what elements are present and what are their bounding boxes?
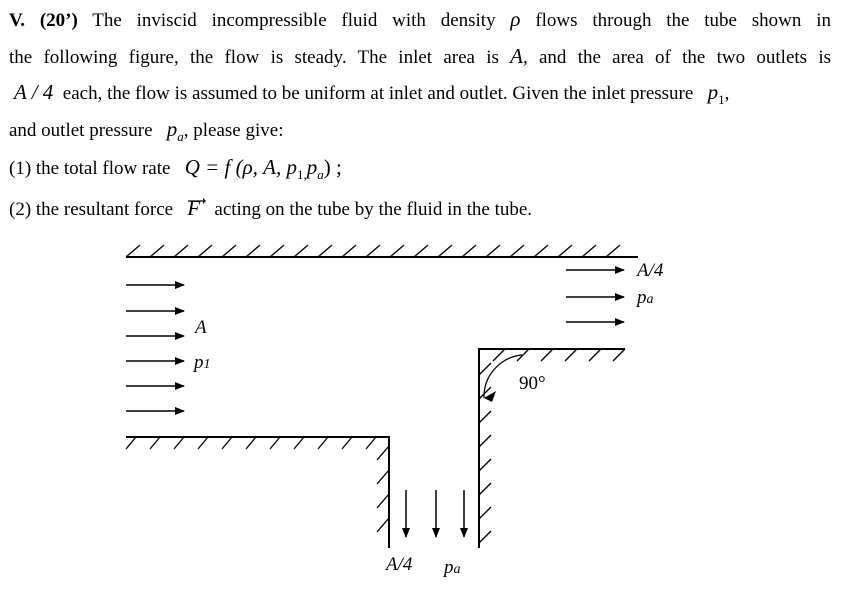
hatch-mark <box>198 245 212 257</box>
hatch-mark <box>198 437 208 449</box>
hatch-mark <box>270 437 280 449</box>
inlet-area-symbol: A <box>510 44 523 68</box>
hatch-mark <box>486 245 500 257</box>
inlet-flow-arrows <box>126 285 184 411</box>
inlet-pressure-label: p1 <box>194 352 211 373</box>
hatch-mark <box>150 245 164 257</box>
hatch-mark <box>565 349 577 361</box>
hatch-mark <box>126 245 140 257</box>
inlet-pressure-symbol: $p_1$ <box>707 80 725 107</box>
hatch-mark <box>510 245 524 257</box>
problem-text: flows through the tube shown in <box>535 10 831 31</box>
hatch-mark <box>479 363 491 375</box>
hatch-mark <box>541 349 553 361</box>
hatch-mark <box>318 245 332 257</box>
hatch-mark <box>366 437 376 449</box>
outlet-area-symbol: A / 4 <box>14 80 54 104</box>
hatch-mark <box>479 507 491 519</box>
hatch-mark <box>246 245 260 257</box>
bottom-outlet-arrows <box>406 490 464 537</box>
problem-text: and outlet pressure <box>9 120 153 141</box>
top-wall <box>126 245 638 257</box>
hatch-mark <box>534 245 548 257</box>
hatch-mark <box>558 245 572 257</box>
hatch-mark <box>414 245 428 257</box>
hatch-mark <box>479 435 491 447</box>
hatch-mark <box>222 245 236 257</box>
bottom-outlet-pressure-label: pa <box>444 557 461 578</box>
hatch-mark <box>342 437 352 449</box>
hatch-mark <box>479 531 491 543</box>
hatch-mark <box>174 437 184 449</box>
inlet-area-label: A <box>195 317 207 338</box>
hatch-mark <box>342 245 356 257</box>
hatch-mark <box>390 245 404 257</box>
hatch-mark <box>377 518 389 532</box>
problem-text: The inviscid incompressible fluid with density <box>92 10 496 31</box>
question-text: acting on the tube by the fluid in the tube. <box>214 199 533 220</box>
hatch-mark <box>270 245 284 257</box>
right-outlet-pressure-label: pa <box>637 287 654 308</box>
outlet-pressure-symbol: $p_a$ <box>166 117 184 144</box>
problem-heading: V. (20’) <box>9 10 78 31</box>
question-text: (2) the resultant force <box>9 199 174 220</box>
right-outlet-area-label: A/4 <box>637 260 664 281</box>
density-symbol: ρ <box>510 7 521 31</box>
angle-label: 90° <box>519 373 546 394</box>
right-step-wall <box>479 349 625 548</box>
hatch-mark <box>366 245 380 257</box>
hatch-mark <box>294 245 308 257</box>
hatch-mark <box>606 245 620 257</box>
problem-text: , and the area of the two outlets is <box>522 47 831 68</box>
hatch-mark <box>582 245 596 257</box>
hatch-mark <box>377 446 389 460</box>
hatch-mark <box>174 245 188 257</box>
hatch-mark <box>294 437 304 449</box>
hatch-mark <box>318 437 328 449</box>
bottom-outlet-area-label: A/4 <box>386 554 413 575</box>
hatch-mark <box>150 437 160 449</box>
hatch-mark <box>479 483 491 495</box>
hatch-mark <box>438 245 452 257</box>
hatch-mark <box>479 459 491 471</box>
right-outlet-arrows <box>566 270 624 322</box>
hatch-mark <box>613 349 625 361</box>
angle-marker <box>484 355 522 402</box>
hatch-mark <box>479 411 491 423</box>
hatch-mark <box>589 349 601 361</box>
hatch-mark <box>222 437 232 449</box>
hatch-mark <box>493 349 505 361</box>
hatch-mark <box>377 494 389 508</box>
hatch-mark <box>462 245 476 257</box>
hatch-mark <box>126 437 136 449</box>
flow-rate-formula: Q = f (ρ, A, $p_{1,}p_a$) ; <box>184 155 342 182</box>
problem-text: the following figure, the flow is steady. The inlet area is <box>9 47 499 68</box>
force-vector-symbol: F <box>187 196 200 220</box>
problem-text: , <box>724 83 730 104</box>
lower-left-wall <box>126 437 389 548</box>
hatch-mark <box>246 437 256 449</box>
problem-text: each, the flow is assumed to be uniform at inlet and outlet. Given the inlet pressure <box>62 83 694 104</box>
question-text: (1) the total flow rate <box>9 158 171 179</box>
problem-text: , please give: <box>183 120 284 141</box>
hatch-mark <box>377 470 389 484</box>
